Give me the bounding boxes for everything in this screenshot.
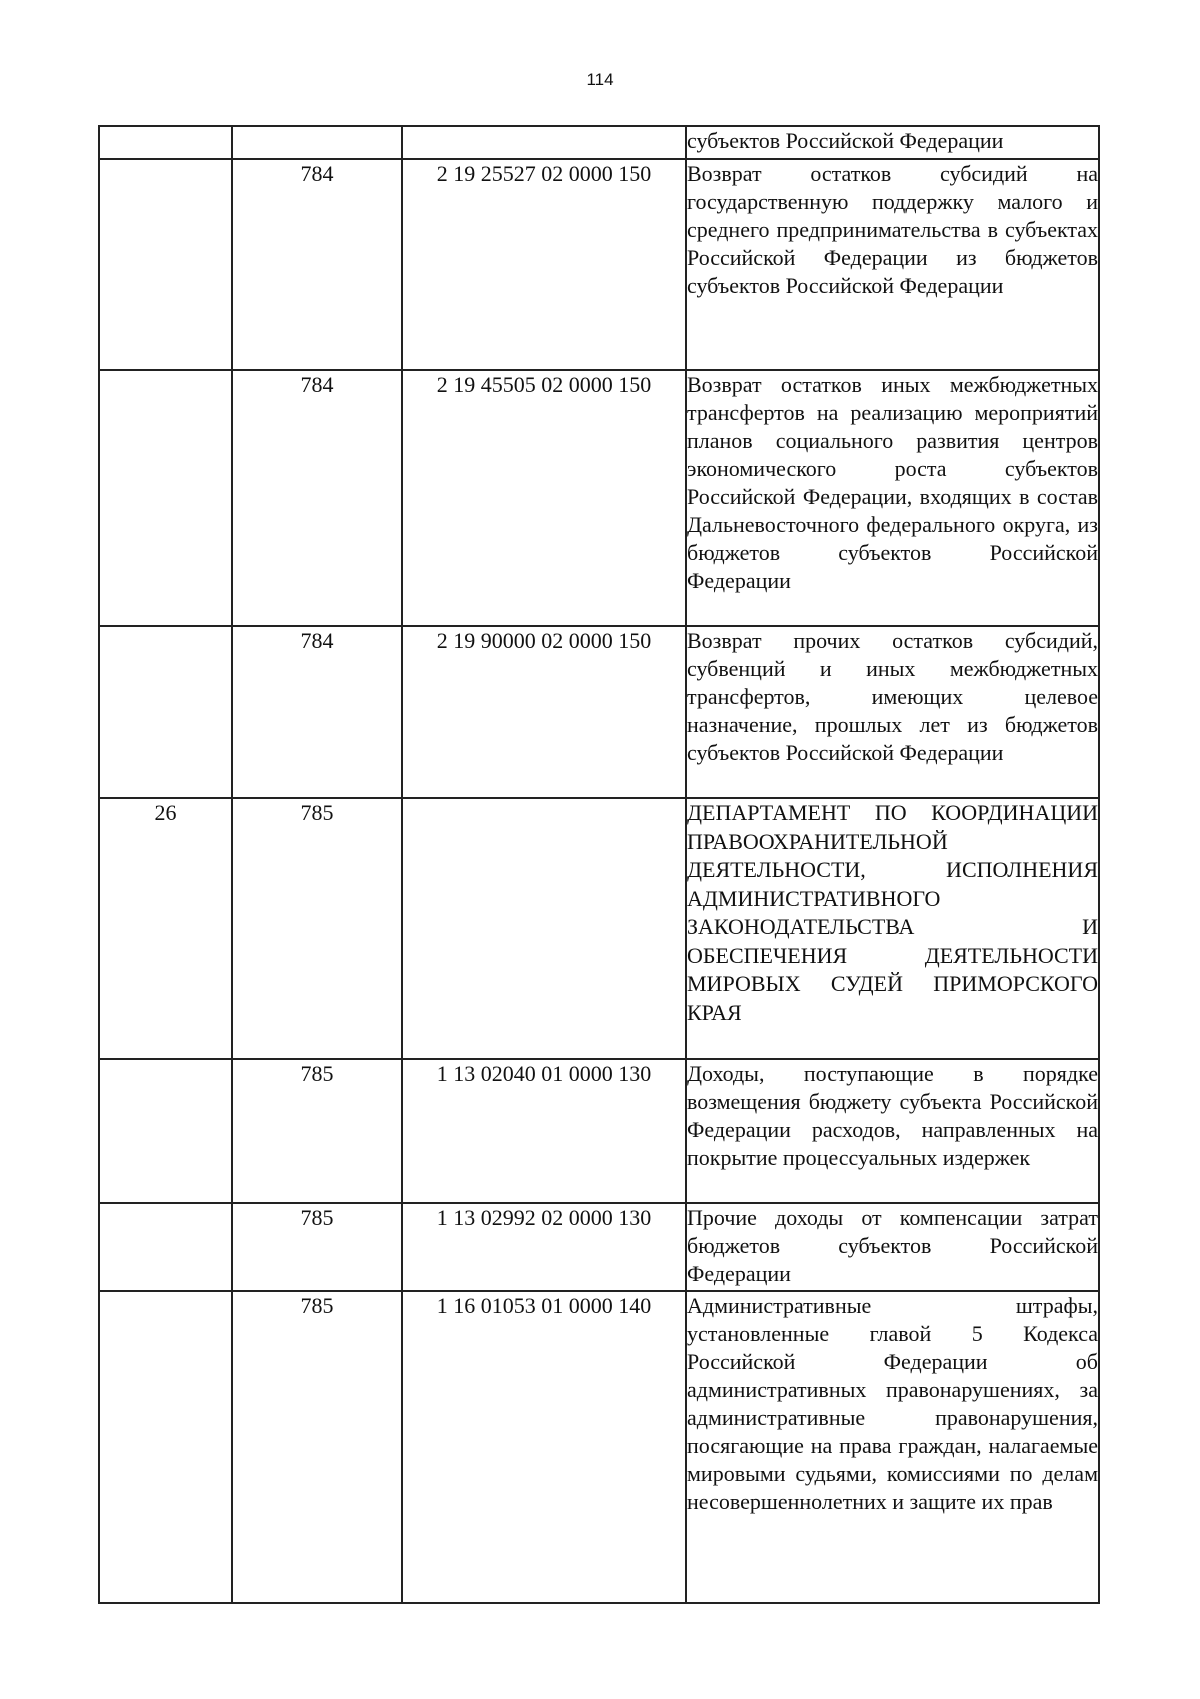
description-cell — [686, 126, 1099, 159]
table-row — [99, 1059, 1099, 1203]
admin-code-cell: 784 — [232, 370, 402, 626]
description-text: Административные штрафы, установленные главой 5 Кодекса Российской Федерации об административных правонарушениях, за административные правонарушения, посягающие на права граждан, налагаемые мировыми судьями, комиссиями по делам несовершеннолетних и защите их прав — [687, 1293, 1098, 1514]
row-number-cell: 26 — [99, 798, 232, 1059]
budget-code-cell: 2 19 25527 02 0000 150 — [402, 159, 686, 370]
description-text: Возврат остатков иных межбюджетных трансфертов на реализацию мероприятий планов социального развития центров экономического роста субъектов Российской Федерации, входящих в состав Дальневосточного федерального округа, из бюджетов субъектов Российской Федерации — [687, 372, 1098, 593]
admin-code-cell: 784 — [232, 626, 402, 798]
row-number-cell — [99, 1059, 232, 1203]
table-row — [99, 1203, 1099, 1291]
budget-code-cell — [402, 798, 686, 1059]
description-cell — [686, 370, 1099, 626]
table-row — [99, 159, 1099, 370]
description-text: Возврат прочих остатков субсидий, субвенций и иных межбюджетных трансфертов, имеющих целевое назначение, прошлых лет из бюджетов субъектов Российской Федерации — [687, 628, 1098, 765]
row-number-cell — [99, 126, 232, 159]
admin-code-cell: 785 — [232, 798, 402, 1059]
budget-code-cell: 2 19 45505 02 0000 150 — [402, 370, 686, 626]
description-cell — [686, 1059, 1099, 1203]
description-cell — [686, 798, 1099, 1059]
row-number-cell — [99, 1291, 232, 1603]
revenue-codes-table — [98, 125, 1100, 1604]
description-text: Доходы, поступающие в порядке возмещения бюджету субъекта Российской Федерации расходов, направленных на покрытие процессуальных издержек — [687, 1061, 1098, 1170]
budget-code-cell: 1 13 02992 02 0000 130 — [402, 1203, 686, 1291]
budget-code-cell: 1 16 01053 01 0000 140 — [402, 1291, 686, 1603]
description-cell — [686, 626, 1099, 798]
row-number-cell — [99, 1203, 232, 1291]
budget-code-cell: 1 13 02040 01 0000 130 — [402, 1059, 686, 1203]
table-row — [99, 370, 1099, 626]
admin-code-cell: 785 — [232, 1291, 402, 1603]
table-row — [99, 1291, 1099, 1603]
department-title: ДЕПАРТАМЕНТ ПО КООРДИНАЦИИ ПРАВООХРАНИТЕЛЬНОЙ ДЕЯТЕЛЬНОСТИ, ИСПОЛНЕНИЯ АДМИНИСТРАТИВНОГО ЗАКОНОДАТЕЛЬСТВА И ОБЕСПЕЧЕНИЯ ДЕЯТЕЛЬНОСТИ МИРОВЫХ СУДЕЙ ПРИМОРСКОГО КРАЯ — [687, 800, 1098, 1025]
description-cell — [686, 159, 1099, 370]
admin-code-cell — [232, 126, 402, 159]
budget-code-cell: 2 19 90000 02 0000 150 — [402, 626, 686, 798]
table-row — [99, 126, 1099, 159]
description-cell — [686, 1203, 1099, 1291]
admin-code-cell: 785 — [232, 1059, 402, 1203]
table-row — [99, 798, 1099, 1059]
table-row — [99, 626, 1099, 798]
row-number-cell — [99, 159, 232, 370]
admin-code-cell: 785 — [232, 1203, 402, 1291]
page-number: 114 — [586, 70, 614, 89]
row-number-cell — [99, 626, 232, 798]
row-number-cell — [99, 370, 232, 626]
description-text: Прочие доходы от компенсации затрат бюджетов субъектов Российской Федерации — [687, 1205, 1098, 1286]
admin-code-cell: 784 — [232, 159, 402, 370]
description-text: Возврат остатков субсидий на государственную поддержку малого и среднего предпринимательства в субъектах Российской Федерации из бюджетов субъектов Российской Федерации — [687, 161, 1098, 298]
description-cell — [686, 1291, 1099, 1603]
description-text: субъектов Российской Федерации — [687, 128, 1004, 153]
budget-code-cell — [402, 126, 686, 159]
